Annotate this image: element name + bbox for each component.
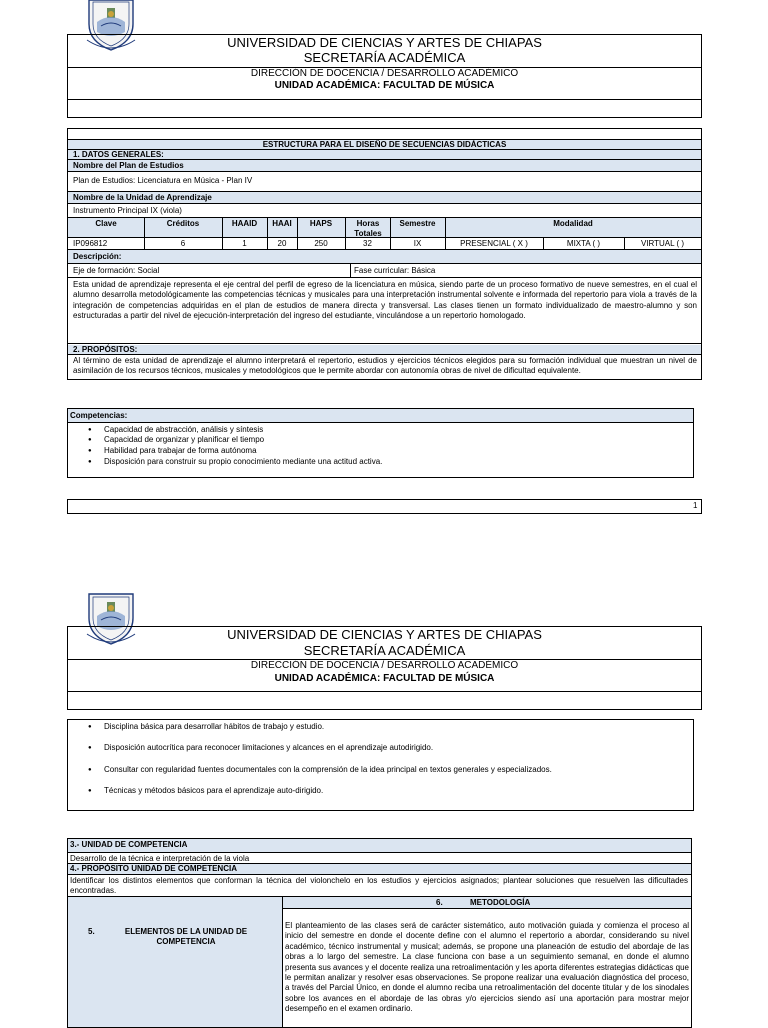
cell-modalidad-virtual: VIRTUAL ( ) [640, 239, 685, 248]
eje-formacion: Eje de formación: Social [73, 266, 160, 275]
competencias-label-row [68, 409, 693, 423]
col-header-haai: HAAI [272, 219, 292, 228]
unidad-label: Nombre de la Unidad de Aprendizaje [73, 193, 212, 202]
list-item: ● Habilidad para trabajar de forma autónoma [104, 446, 257, 456]
proposito-text: Identificar los distintos elementos que conforman la técnica del violonchelo en los estudios y ejercicios asignados; plantear soluciones que resuelven las dificultades encontradas. [70, 876, 688, 896]
list-item: ● Capacidad de organizar y planificar el tiempo [104, 435, 264, 445]
descripcion-label: Descripción: [73, 252, 122, 261]
datos-generales-label: 1. DATOS GENERALES: [73, 150, 164, 159]
fase-curricular: Fase curricular: Básica [354, 266, 436, 275]
estructura-title: ESTRUCTURA PARA EL DISEÑO DE SECUENCIAS DIDÁCTICAS [262, 140, 507, 149]
metodologia-label: METODOLOGÍA [470, 898, 531, 907]
col-header-clave: Clave [95, 219, 117, 228]
list-item: ● Disciplina básica para desarrollar hábitos de trabajo y estudio. [104, 722, 324, 732]
page-footer-box [67, 499, 702, 514]
list-item: ● Disposición autocrítica para reconocer limitaciones y alcances en el aprendizaje autodirigido. [104, 743, 433, 753]
list-item: ● Técnicas y métodos básicos para el aprendizaje auto-dirigido. [104, 786, 323, 796]
cell-clave: IP096812 [73, 239, 108, 248]
cell-haai: 20 [277, 239, 287, 248]
unidad-academica-title: UNIDAD ACADÉMICA: FACULTAD DE MÚSICA [274, 80, 495, 91]
col-header-horas-totales: Horas Totales [354, 219, 382, 238]
metodologia-text: El planteamiento de las clases será de carácter sistemático, auto motivación guiada y comienza el proceso al inicio del semestre en donde el docente define con el alumno el repertorio a abordar, considerando su nivel académico, técnico instrumental y musical; además, se propone una planeación de estudio del abordaje de las obras a lo largo del semestre. La clase funciona con base a un seguimiento semanal, en donde el alumno presenta sus avances y el docente realiza una retroalimentación y les aporta diferentes estrategias didácticas que le permitan analizar y resolver esas observaciones. Se propone realizar una evaluación diagnóstica del proceso, a través del Parcial Único, en donde el alumno reciba una retroalimentación del docente titular y de los sinodales sobre los avances en el abordaje de las obras y/o ejercicios siendo así una aportación para mostrar mejor desempeño en el examen ordinario. [285, 921, 689, 1014]
descripcion-text: Esta unidad de aprendizaje representa el eje central del perfil de egreso de la licenciatura en música, siendo parte de un proceso formativo de nueve semestres, en el cual el alumno desarrolla metodológicamente las competencias técnicas y musicales para una interpretación instrumental solvente e informada del repertorio para viola a través de la integración de competencias adquiridas en el plan de estudios de manera directa y transversal. Las clases tienen un formato individualizado de maestro-alumno y son estructuradas a partir del nivel de ejecución-interpretación del ingreso del estudiante, vinculándose a un repertorio homologado. [73, 280, 697, 321]
university-name: UNIVERSIDAD DE CIENCIAS Y ARTES DE CHIAPAS [227, 627, 542, 642]
propositos-label: 2. PROPÓSITOS: [73, 345, 138, 354]
descripcion-label-row [68, 250, 701, 264]
competencias-label: Competencias: [70, 411, 128, 420]
cell-modalidad-mixta: MIXTA ( ) [566, 239, 601, 248]
cell-semestre: IX [413, 239, 422, 248]
col-header-semestre: Semestre [399, 219, 436, 228]
university-name: UNIVERSIDAD DE CIENCIAS Y ARTES DE CHIAPAS [227, 35, 542, 50]
cell-haps: 250 [314, 239, 328, 248]
unidad-academica-title: UNIDAD ACADÉMICA: FACULTAD DE MÚSICA [274, 673, 495, 684]
col-divider [282, 897, 283, 1027]
list-item: ● Capacidad de abstracción, análisis y síntesis [104, 425, 263, 435]
col-header-haps: HAPS [309, 219, 333, 228]
list-item: ● Consultar con regularidad fuentes documentales con la comprensión de la idea principal en textos generales y especializados. [104, 765, 552, 775]
col-header-modalidad: Modalidad [553, 219, 593, 228]
direccion-title: DIRECCIÓN DE DOCENCIA / DESARROLLO ACADÉMICO [250, 68, 519, 79]
col-header-creditos: Créditos [166, 219, 200, 228]
col-divider [350, 264, 351, 278]
elementos-number: 5. [88, 927, 95, 936]
metodologia-number: 6. [436, 898, 443, 907]
direccion-title: DIRECCIÓN DE DOCENCIA / DESARROLLO ACADÉMICO [250, 660, 519, 671]
unidad-competencia-label: 3.- UNIDAD DE COMPETENCIA [70, 840, 188, 849]
propositos-text: Al término de esta unidad de aprendizaje el alumno interpretará el repertorio, estudios y ejercicios técnicos elegidos para su formación individual que muestran un nivel de asimilación de los recursos técnicos, musicales y metodológicos que le permite abordar con autonomía obras de nivel de dificultad equivalente. [73, 356, 697, 376]
cell-haaid: 1 [242, 239, 247, 248]
secretaria-title: SECRETARÍA ACADÉMICA [303, 643, 466, 658]
elementos-cell [68, 897, 282, 1027]
table-row [67, 128, 702, 140]
cell-horas-totales: 32 [363, 239, 372, 248]
proposito-label: 4.- PROPÓSITO UNIDAD DE COMPETENCIA [70, 864, 237, 873]
col-header-haaid: HAAID [231, 219, 258, 228]
unidad-value: Instrumento Principal IX (viola) [73, 206, 182, 215]
cell-creditos: 6 [180, 239, 186, 248]
list-item: ● Disposición para construir su propio conocimiento mediante una actitud activa. [104, 457, 382, 467]
plan-label: Nombre del Plan de Estudios [73, 161, 184, 170]
secretaria-title: SECRETARÍA ACADÉMICA [303, 50, 466, 65]
propositos-label-row [68, 345, 701, 355]
elementos-label: ELEMENTOS DE LA UNIDAD DE COMPETENCIA [124, 927, 248, 946]
plan-value: Plan de Estudios: Licenciatura en Música - Plan IV [73, 176, 253, 185]
page-number: 1 [693, 501, 698, 510]
cell-modalidad-presencial: PRESENCIAL ( X ) [460, 239, 528, 248]
unidad-competencia-value: Desarrollo de la técnica e interpretación de la viola [70, 854, 250, 863]
